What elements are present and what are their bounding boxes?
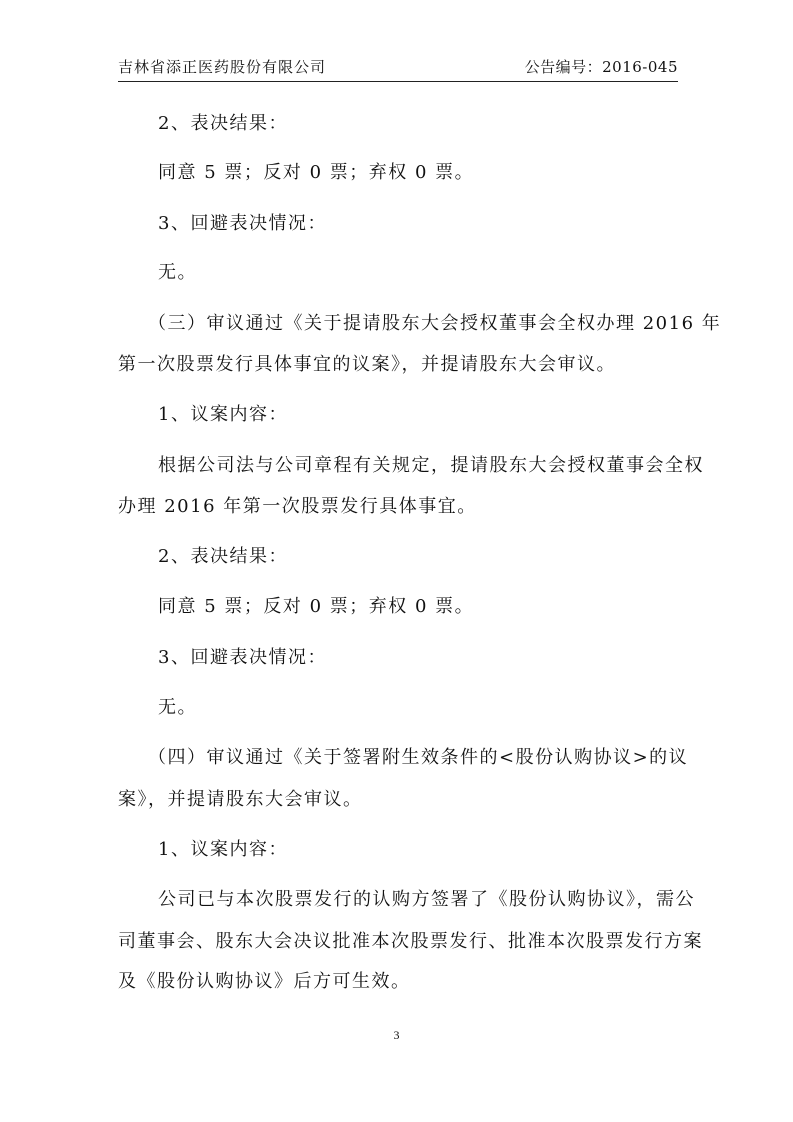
- company-name: 吉林省添正医药股份有限公司: [118, 58, 327, 76]
- paragraph: 1、议案内容：: [158, 404, 288, 425]
- paragraph: 公司已与本次股票发行的认购方签署了《股份认购协议》，需公: [158, 889, 695, 910]
- page-number: 3: [393, 1028, 400, 1042]
- paragraph: 2、表决结果：: [158, 113, 288, 134]
- paragraph: （四）审议通过《关于签署附生效条件的<股份认购协议>的议: [148, 747, 689, 768]
- paragraph: 根据公司法与公司章程有关规定，提请股东大会授权董事会全权: [158, 455, 704, 476]
- paragraph: 案》，并提请股东大会审议。: [118, 789, 363, 810]
- paragraph: 司董事会、股东大会决议批准本次股票发行、批准本次股票发行方案: [118, 931, 703, 952]
- announcement-number: 公告编号：2016-045: [524, 58, 678, 76]
- paragraph: 办理 2016 年第一次股票发行具体事宜。: [118, 496, 477, 517]
- paragraph: 3、回避表决情况：: [158, 213, 327, 234]
- paragraph: 无。: [158, 697, 197, 718]
- paragraph: （三）审议通过《关于提请股东大会授权董事会全权办理 2016 年: [148, 313, 722, 334]
- page-header: [118, 57, 678, 82]
- paragraph: 无。: [158, 262, 197, 283]
- paragraph: 同意 5 票；反对 0 票；弃权 0 票。: [158, 162, 475, 183]
- paragraph: 1、议案内容：: [158, 839, 288, 860]
- paragraph: 及《股份认购协议》后方可生效。: [118, 971, 411, 992]
- paragraph: 2、表决结果：: [158, 546, 288, 567]
- paragraph: 3、回避表决情况：: [158, 647, 327, 668]
- paragraph: 第一次股票发行具体事宜的议案》，并提请股东大会审议。: [118, 354, 616, 375]
- paragraph: 同意 5 票；反对 0 票；弃权 0 票。: [158, 596, 475, 617]
